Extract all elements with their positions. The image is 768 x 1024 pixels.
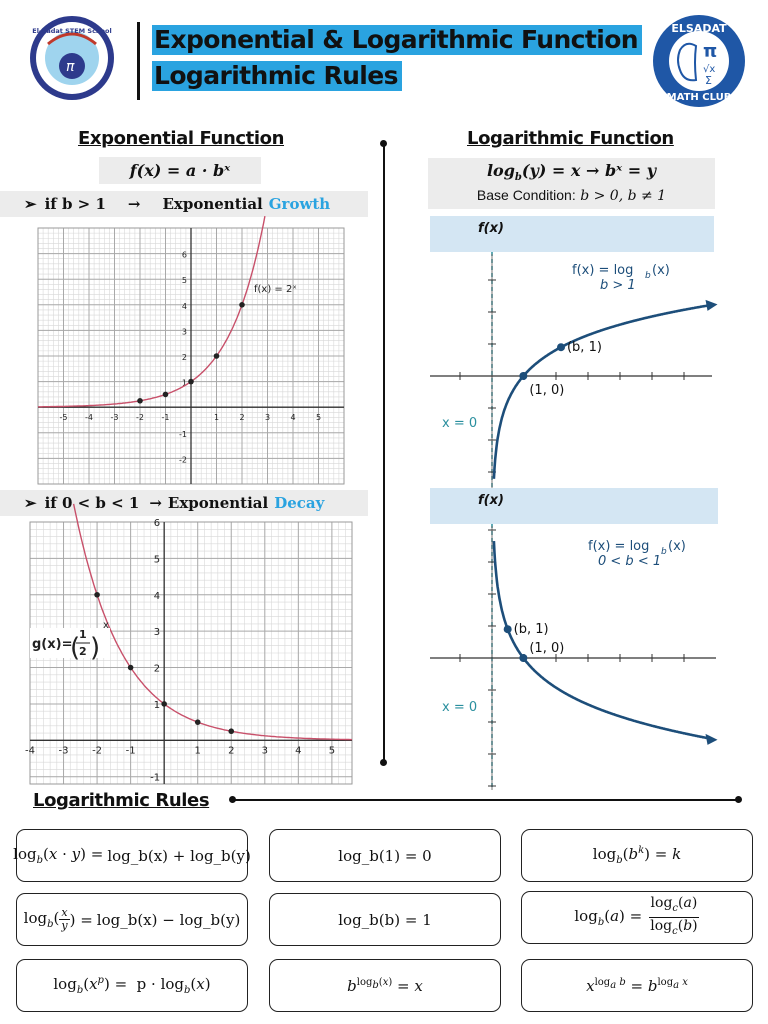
bullet-arrow-icon: ➢ (24, 195, 37, 213)
x-tick-label: 1 (213, 413, 220, 423)
x-tick-label: 3 (264, 413, 271, 423)
y-axis-label: f(x) (478, 493, 504, 508)
exponential-heading: Exponential Function (78, 128, 285, 149)
y-tick-label: 3 (153, 627, 161, 639)
rules-line-dot-left (229, 796, 236, 803)
func-label: f(x) = log (572, 263, 634, 278)
logarithmic-heading: Logarithmic Function (467, 128, 674, 149)
exponent: x (103, 620, 109, 631)
point-b-one-label: (b, 1) (566, 340, 602, 356)
growth-word: Growth (268, 195, 331, 213)
func-condition: b > 1 (600, 278, 636, 293)
y-tick-label: 4 (153, 590, 161, 602)
data-point (94, 592, 100, 598)
decay-func-label: g(x)= (32, 637, 73, 652)
math-club-logo (650, 12, 748, 110)
rule-power: $\log_b(x^p) = p \cdot \log_b(x)$ (16, 959, 248, 1012)
func-label: f(x) = log (588, 539, 650, 554)
log-curve (494, 305, 712, 479)
point-one-zero (519, 654, 527, 662)
arrow-icon: → (127, 195, 141, 213)
log-formula: $\log_b(y) = x$ → bˣ = y (486, 161, 657, 184)
data-point (128, 665, 134, 671)
func-arg: (x) (668, 539, 686, 554)
x-tick-label: -1 (161, 413, 170, 423)
header-band (430, 216, 714, 252)
rule-product-rhs: log_b(x) + log_b(y) (107, 846, 251, 865)
y-tick-label: 6 (181, 250, 187, 260)
point-b-one (557, 343, 565, 351)
x-tick-label: -4 (85, 413, 93, 423)
asymptote-label: x = 0 (442, 416, 478, 431)
rule-quotient: $\log_b$( $\frac{x}{y}$ ) = log_b(x) − log_b(y) (16, 893, 248, 946)
rule-log-one: log_b(1) = 0 (269, 829, 501, 882)
rule-inverse: $b^{log_b(x)} = x$ (269, 959, 501, 1012)
x-tick-label: 1 (194, 745, 201, 757)
arrow-icon: → (149, 494, 162, 512)
data-point (228, 728, 234, 734)
rule-change-of-base: $\log_b(a)$ = $\frac{\log_c(a)}{\log_c(b)}$ (521, 891, 753, 944)
decay-graph (25, 518, 352, 784)
y-tick-label: -2 (179, 455, 187, 465)
x-tick-label: -5 (59, 413, 68, 423)
x-tick-label: -1 (125, 745, 136, 757)
log-curve (494, 541, 712, 739)
y-tick-label: -1 (179, 429, 187, 439)
left-logo (28, 14, 116, 102)
asymptote-label: x = 0 (442, 700, 478, 715)
data-point (161, 701, 167, 707)
growth-condition-bar (0, 191, 368, 217)
point-b-one (504, 625, 512, 633)
svg-text:MATH CLUB: MATH CLUB (666, 92, 732, 103)
growth-condition: if b > 1 (44, 195, 106, 213)
y-tick-label: 6 (153, 518, 161, 529)
x-tick-label: -4 (25, 745, 35, 757)
point-b-one-label: (b, 1) (513, 622, 549, 638)
svg-text:√x: √x (703, 64, 716, 75)
paren-open: ( (70, 633, 81, 663)
y-tick-label: 5 (153, 554, 161, 566)
data-point (188, 379, 194, 385)
divider-dot-top (380, 140, 387, 147)
y-tick-label: 2 (153, 663, 161, 675)
growth-graph (38, 228, 344, 484)
bullet-arrow-icon: ➢ (24, 494, 37, 512)
fraction-denominator: 2 (79, 645, 87, 658)
y-tick-label: 4 (181, 301, 187, 311)
x-tick-label: 5 (328, 745, 336, 757)
log-graph-b-lt-1 (428, 488, 722, 790)
func-arg: (x) (652, 263, 670, 278)
page-subtitle: Logarithmic Rules (152, 59, 402, 92)
page-title: Exponential & Logarithmic Function (152, 23, 642, 56)
column-divider (383, 143, 385, 763)
rule-quotient-rhs: log_b(x) − log_b(y) (96, 910, 241, 929)
header-band (430, 488, 718, 524)
decay-condition: if 0 < b < 1 (44, 494, 140, 512)
point-one-zero-label: (1, 0) (529, 641, 565, 656)
func-condition: 0 < b < 1 (598, 554, 662, 569)
rule-log-base: log_b(b) = 1 (269, 893, 501, 946)
data-point (137, 398, 143, 404)
rule-product: $\log_b(x \cdot y)$ = log_b(x) + log_b(y) (16, 829, 248, 882)
y-tick-label: 3 (181, 327, 187, 337)
rules-line (232, 799, 738, 801)
decay-label: Exponential (167, 494, 269, 512)
x-tick-label: 4 (290, 413, 296, 423)
point-one-zero (519, 372, 527, 380)
decay-word: Decay (274, 494, 325, 512)
y-tick-label: -1 (150, 772, 161, 784)
y-tick-label: 5 (181, 276, 187, 286)
point-one-zero-label: (1, 0) (529, 383, 565, 398)
rule-swap: $x^{log_a b} = b^{log_a x}$ (521, 959, 753, 1012)
x-tick-label: -3 (58, 745, 69, 757)
x-tick-label: 5 (315, 413, 322, 423)
x-tick-label: 2 (228, 745, 235, 757)
x-tick-label: 4 (295, 745, 302, 757)
y-tick-label: 2 (181, 353, 187, 362)
x-tick-label: -2 (92, 745, 103, 757)
divider-dot-bottom (380, 759, 387, 766)
y-tick-label: 1 (181, 378, 187, 388)
svg-text:Σ: Σ (705, 74, 712, 87)
log-graph-b-gt-1 (428, 216, 718, 488)
fraction-numerator: 1 (79, 628, 87, 641)
svg-text:π: π (703, 41, 718, 62)
y-tick-label: 1 (153, 699, 161, 711)
svg-text:ELSADAT: ELSADAT (671, 22, 727, 35)
arrowhead (706, 734, 718, 745)
func-sub: b (661, 547, 667, 557)
x-tick-label: 2 (239, 413, 245, 423)
data-point (239, 302, 245, 308)
x-tick-label: 3 (261, 745, 268, 757)
x-tick-label: -3 (110, 413, 119, 423)
rules-heading: Logarithmic Rules (33, 790, 210, 811)
paren-close: ) (90, 633, 101, 663)
growth-label: Exponential (162, 195, 263, 213)
rules-line-dot-right (735, 796, 742, 803)
svg-text:π: π (66, 59, 75, 75)
data-point (195, 719, 201, 725)
growth-func-label: f(x) = 2ˣ (254, 284, 297, 295)
data-point (163, 392, 169, 398)
arrowhead (706, 300, 718, 311)
header-divider (137, 22, 140, 100)
curve (38, 216, 265, 407)
decay-condition-bar (0, 490, 368, 516)
base-condition: Base Condition: b > 0, b ≠ 1 (476, 187, 667, 204)
func-sub: b (645, 271, 651, 281)
exponential-formula: f(x) = a · bˣ (99, 157, 261, 184)
x-tick-label: -2 (136, 413, 144, 423)
rule-power-of-base: $\log_b(b^k) = k$ (521, 829, 753, 882)
svg-text:El-Sadat STEM School: El-Sadat STEM School (32, 27, 112, 35)
y-axis-label: f(x) (478, 221, 504, 236)
data-point (214, 353, 220, 359)
